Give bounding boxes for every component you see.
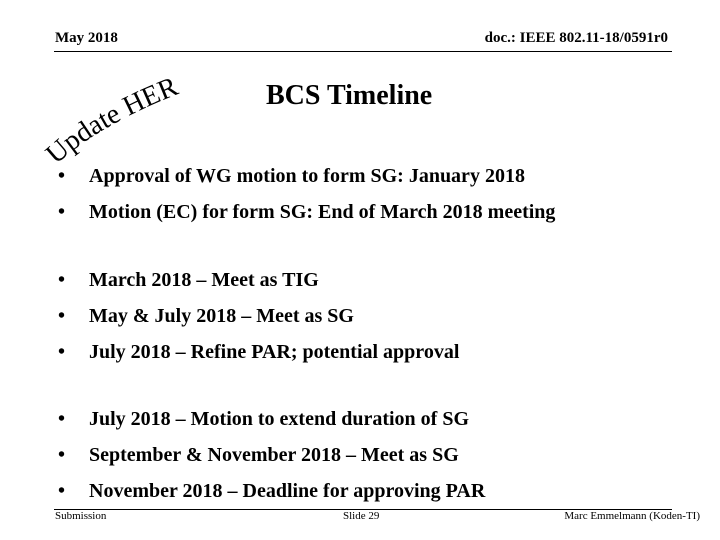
header-rule <box>54 51 672 52</box>
bullet-text: March 2018 – Meet as TIG <box>89 269 319 291</box>
bullet-icon: • <box>58 165 66 187</box>
bullet-text: September & November 2018 – Meet as SG <box>89 444 459 466</box>
footer-slide-number: Slide 29 <box>343 510 380 522</box>
svg-text:Update HERE <box>39 46 182 170</box>
bullet-icon: • <box>58 305 66 327</box>
footer-submission: Submission <box>55 510 107 522</box>
bullet-icon: • <box>58 480 66 502</box>
bullet-item <box>58 158 555 194</box>
bullet-text: July 2018 – Motion to extend duration of SG <box>89 408 470 430</box>
bullet-group-3 <box>58 401 485 509</box>
bullet-icon: • <box>58 341 66 363</box>
bullet-item <box>58 401 485 437</box>
bullet-icon: • <box>58 201 66 223</box>
bullet-item <box>58 262 459 298</box>
bullet-text: November 2018 – Deadline for approving PAR <box>89 480 486 502</box>
bullet-item <box>58 473 485 509</box>
slide-title: BCS Timeline <box>266 80 433 111</box>
bullet-icon: • <box>58 408 66 430</box>
bullet-item <box>58 194 555 230</box>
bullet-text: May & July 2018 – Meet as SG <box>89 305 354 327</box>
header-doc-id: doc.: IEEE 802.11-18/0591r0 <box>484 30 668 46</box>
bullet-icon: • <box>58 269 66 291</box>
bullet-group-1 <box>58 158 555 230</box>
bullet-item <box>58 298 459 334</box>
arc-text: Update HERE <box>39 46 183 171</box>
bullet-item <box>58 437 485 473</box>
bullet-text: Approval of WG motion to form SG: January 2018 <box>89 165 525 187</box>
footer-author: Marc Emmelmann (Koden-TI) <box>564 510 700 522</box>
bullet-icon: • <box>58 444 66 466</box>
header-date: May 2018 <box>55 30 118 46</box>
bullet-text: July 2018 – Refine PAR; potential approval <box>89 341 460 363</box>
bullet-text: Motion (EC) for form SG: End of March 2018 meeting <box>89 201 556 223</box>
bullet-group-2 <box>58 262 459 370</box>
bullet-item <box>58 334 459 370</box>
